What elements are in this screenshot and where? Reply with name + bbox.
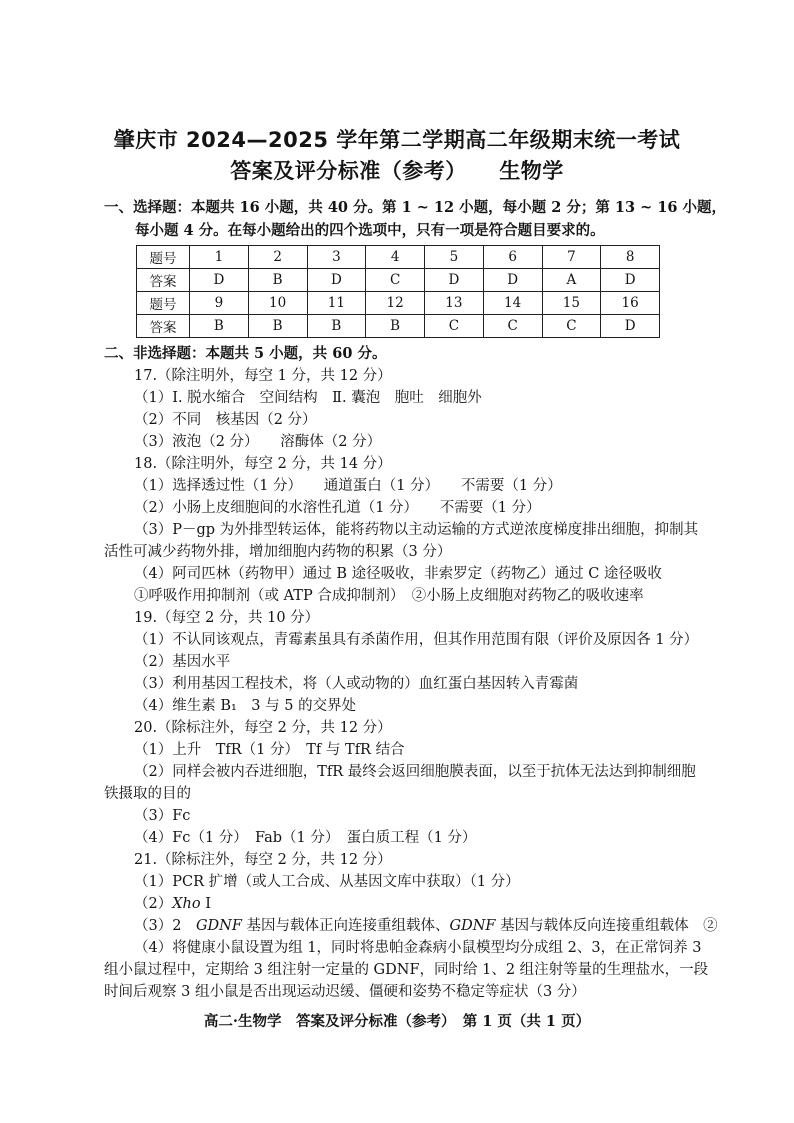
answer-cell: D xyxy=(425,269,484,292)
question-number: 8 xyxy=(601,246,660,269)
q17-answer-3: （3）液泡（2 分） 溶酶体（2 分） xyxy=(134,434,382,450)
q21-answer-1: （1）PCR 扩增（或人工合成、从基因文库中获取）（1 分） xyxy=(134,874,520,890)
q21-answer-4: （4）将健康小鼠设置为组 1，同时将患帕金森病小鼠模型均分成组 2、3，在正常饲养 3 xyxy=(134,940,702,956)
q21-answer-3 xyxy=(134,916,718,936)
q21-answer-3-mid: 基因与载体正向连接重组载体、 xyxy=(241,918,450,934)
q21-answer-3-post: 基因与载体反向连接重组载体 ② xyxy=(495,918,718,934)
question-number: 4 xyxy=(366,246,425,269)
question-number: 12 xyxy=(366,292,425,315)
q21-answer-3-pre: （3）2 xyxy=(134,918,196,934)
answer-cell: D xyxy=(307,269,366,292)
q17-heading: 17.（除注明外，每空 1 分，共 12 分） xyxy=(134,368,392,384)
q21-answer-2-prefix: （2） xyxy=(134,896,173,912)
question-number: 6 xyxy=(483,246,542,269)
gene-name: GDNF xyxy=(449,918,496,934)
answer-cell: D xyxy=(601,315,660,338)
q19-heading: 19.（每空 2 分，共 10 分） xyxy=(134,610,320,626)
question-number: 5 xyxy=(425,246,484,269)
answer-cell: C xyxy=(366,269,425,292)
q21-answer-2-suffix: Ⅰ xyxy=(200,896,211,912)
answer-cell: B xyxy=(248,315,307,338)
q18-answer-3-cont: 活性可减少药物外排，增加细胞内药物的积累（3 分） xyxy=(104,544,452,560)
q19-answer-3: （3）利用基因工程技术，将（人或动物的）血红蛋白基因转入青霉菌 xyxy=(134,676,579,692)
answer-cell: B xyxy=(248,269,307,292)
q20-answer-2: （2）同样会被内吞进细胞，TfR 最终会返回细胞膜表面，以至于抗体无法达到抑制细胞 xyxy=(134,764,696,780)
exam-subtitle: 答案及评分标准（参考） 生物学 xyxy=(230,159,564,183)
page-footer: 高二·生物学 答案及评分标准（参考） 第 1 页（共 1 页） xyxy=(203,1013,591,1030)
q21-answer-4-cont: 组小鼠过程中，定期给 3 组注射一定量的 GDNF，同时给 1、2 组注射等量的生理盐水，一段 xyxy=(104,962,709,978)
exam-title: 肇庆市 2024—2025 学年第二学期高二年级期末统一考试 xyxy=(113,128,681,152)
answer-cell: D xyxy=(483,269,542,292)
answer-cell: B xyxy=(190,315,249,338)
q19-answer-1: （1）不认同该观点，青霉素虽具有杀菌作用，但其作用范围有限（评价及原因各 1 分） xyxy=(134,632,699,648)
question-number: 13 xyxy=(425,292,484,315)
q20-answer-3: （3）Fc xyxy=(134,808,191,824)
q21-answer-4-cont2: 时间后观察 3 组小鼠是否出现运动迟缓、僵硬和姿势不稳定等症状（3 分） xyxy=(104,984,586,1000)
section1-instructions: 每小题 4 分。在每小题给出的四个选项中，只有一项是符合题目要求的。 xyxy=(135,222,605,239)
q18-answer-1: （1）选择透过性（1 分） 通道蛋白（1 分） 不需要（1 分） xyxy=(134,478,562,494)
q19-answer-4: （4）维生素 B₁ 3 与 5 的交界处 xyxy=(134,698,357,714)
q18-answer-4-cont: ①呼吸作用抑制剂（或 ATP 合成抑制剂） ②小肠上皮细胞对药物乙的吸收速率 xyxy=(134,588,644,604)
gene-name: GDNF xyxy=(195,918,242,934)
answer-cell: C xyxy=(425,315,484,338)
q21-heading: 21.（除标注外，每空 2 分，共 12 分） xyxy=(134,852,392,868)
question-number: 7 xyxy=(542,246,601,269)
answer-cell: B xyxy=(366,315,425,338)
question-number: 1 xyxy=(190,246,249,269)
row-header: 答案 xyxy=(137,315,190,338)
row-header: 题号 xyxy=(137,292,190,315)
section1-heading: 一、选择题：本题共 16 小题，共 40 分。第 1 ~ 12 小题，每小题 2 分；第 13 ~ 16 小题， xyxy=(104,199,727,216)
answer-cell: C xyxy=(542,315,601,338)
q20-answer-4: （4）Fc（1 分） Fab（1 分） 蛋白质工程（1 分） xyxy=(134,830,477,846)
q18-answer-4: （4）阿司匹林（药物甲）通过 B 途径吸收，非索罗定（药物乙）通过 C 途径吸收 xyxy=(134,566,662,582)
table-row xyxy=(137,269,660,292)
question-number: 11 xyxy=(307,292,366,315)
answer-cell: B xyxy=(307,315,366,338)
question-number: 15 xyxy=(542,292,601,315)
q20-heading: 20.（除标注外，每空 2 分，共 12 分） xyxy=(134,720,392,736)
q17-answer-1: （1）Ⅰ. 脱水缩合 空间结构 Ⅱ. 囊泡 胞吐 细胞外 xyxy=(134,390,482,406)
table-row xyxy=(137,292,660,315)
answer-cell: D xyxy=(190,269,249,292)
question-number: 10 xyxy=(248,292,307,315)
q21-answer-2 xyxy=(134,894,211,914)
row-header: 题号 xyxy=(137,246,190,269)
question-number: 9 xyxy=(190,292,249,315)
answer-cell: D xyxy=(601,269,660,292)
answer-cell: A xyxy=(542,269,601,292)
q19-answer-2: （2）基因水平 xyxy=(134,654,231,670)
answer-cell: C xyxy=(483,315,542,338)
section2-heading: 二、非选择题：本题共 5 小题，共 60 分。 xyxy=(104,345,387,362)
q18-heading: 18.（除注明外，每空 2 分，共 14 分） xyxy=(134,456,392,472)
q20-answer-2-cont: 铁摄取的目的 xyxy=(104,786,191,802)
table-row xyxy=(137,315,660,338)
q18-answer-2: （2）小肠上皮细胞间的水溶性孔道（1 分） 不需要（1 分） xyxy=(134,500,541,516)
table-row xyxy=(137,246,660,269)
answer-table xyxy=(136,245,660,338)
restriction-enzyme-name: Xho xyxy=(172,896,201,912)
question-number: 16 xyxy=(601,292,660,315)
q20-answer-1: （1）上升 TfR（1 分） Tf 与 TfR 结合 xyxy=(134,742,405,758)
q18-answer-3: （3）P－gp 为外排型转运体，能将药物以主动运输的方式逆浓度梯度排出细胞，抑制其 xyxy=(134,522,699,538)
question-number: 2 xyxy=(248,246,307,269)
row-header: 答案 xyxy=(137,269,190,292)
question-number: 14 xyxy=(483,292,542,315)
question-number: 3 xyxy=(307,246,366,269)
q17-answer-2: （2）不同 核基因（2 分） xyxy=(134,412,317,428)
